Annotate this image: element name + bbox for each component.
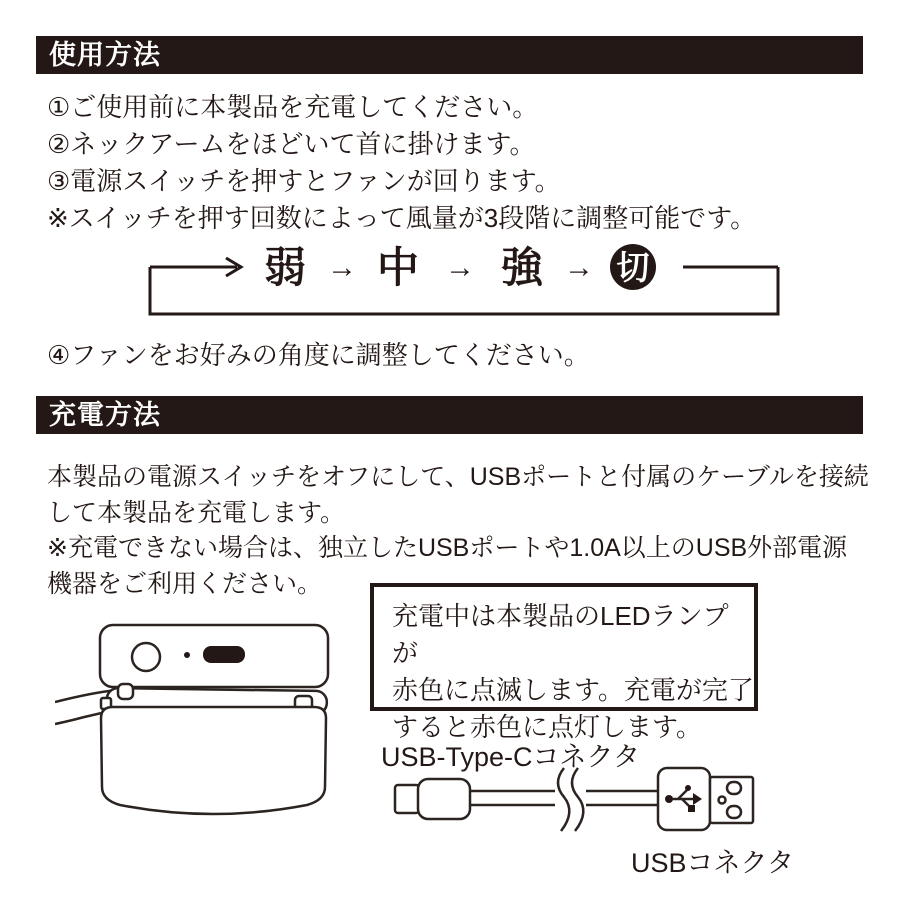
typec-plug-body [418, 779, 470, 819]
mode-label-low: 弱 [263, 244, 307, 291]
charging-line-1: 本製品の電源スイッチをオフにして、USBポートと付属のケーブルを接続 [47, 463, 869, 491]
device-body [101, 707, 326, 814]
charging-section-header [36, 396, 863, 434]
cable-break-mark [572, 768, 583, 831]
power-button-circle [132, 643, 160, 671]
usage-step-note: ※スイッチを押す回数によって風量が3段階に調整可能です。 [47, 203, 757, 233]
usba-shell-pin-hole [719, 797, 726, 804]
usba-connector-label: USBコネクタ [631, 848, 794, 878]
usba-shell-hole [727, 782, 741, 794]
arrow-icon: → [564, 251, 594, 284]
usage-steps [47, 89, 756, 237]
mode-label-high: 強 [500, 244, 544, 291]
led-note-box [370, 583, 758, 742]
charging-cable-line [55, 713, 102, 724]
hinge-tab [118, 684, 133, 699]
mode-label-mid: 中 [376, 244, 420, 291]
led-note-line-1: 充電中は本製品のLEDランプが [392, 601, 729, 668]
charging-line-4: 機器をご利用ください。 [47, 569, 323, 598]
usage-step-4: ④ファンをお好みの角度に調整してください。 [47, 340, 590, 370]
usage-step-2: ②ネックアームをほどいて首に掛けます。 [47, 129, 536, 159]
charging-instructions [47, 460, 869, 602]
arrow-icon: → [327, 251, 357, 284]
typec-plug-tip [395, 785, 419, 813]
led-dot [184, 652, 190, 658]
typec-connector-label: USB-Type-Cコネクタ [381, 742, 640, 772]
led-note-line-2: 赤色に点滅します。充電が完了 [392, 675, 754, 705]
usba-shell-hole [727, 806, 741, 818]
usage-step-3: ③電源スイッチを押すとファンが回ります。 [47, 166, 561, 196]
usage-step-1: ①ご使用前に本製品を充電してください。 [47, 92, 539, 122]
led-note-line-3: すると赤色に点灯します。 [392, 712, 702, 742]
usage-section-header [36, 36, 863, 74]
arrow-icon: → [445, 251, 475, 284]
usage-section-title: 使用方法 [49, 40, 161, 70]
power-off-label: 切 [616, 249, 650, 286]
fan-mode-cycle-diagram [147, 244, 787, 322]
neck-fan-device-illustration [55, 612, 345, 837]
usb-port [203, 646, 245, 663]
fan-mode-cycle-svg [147, 244, 787, 322]
usb-cable-illustration [390, 763, 770, 838]
charging-section-title: 充電方法 [49, 400, 161, 430]
charging-line-2: して本製品を充電します。 [47, 498, 346, 527]
cable-break-mark [558, 768, 569, 831]
charging-line-3: ※充電できない場合は、独立したUSBポートや1.0A以上のUSB外部電源 [47, 534, 848, 562]
